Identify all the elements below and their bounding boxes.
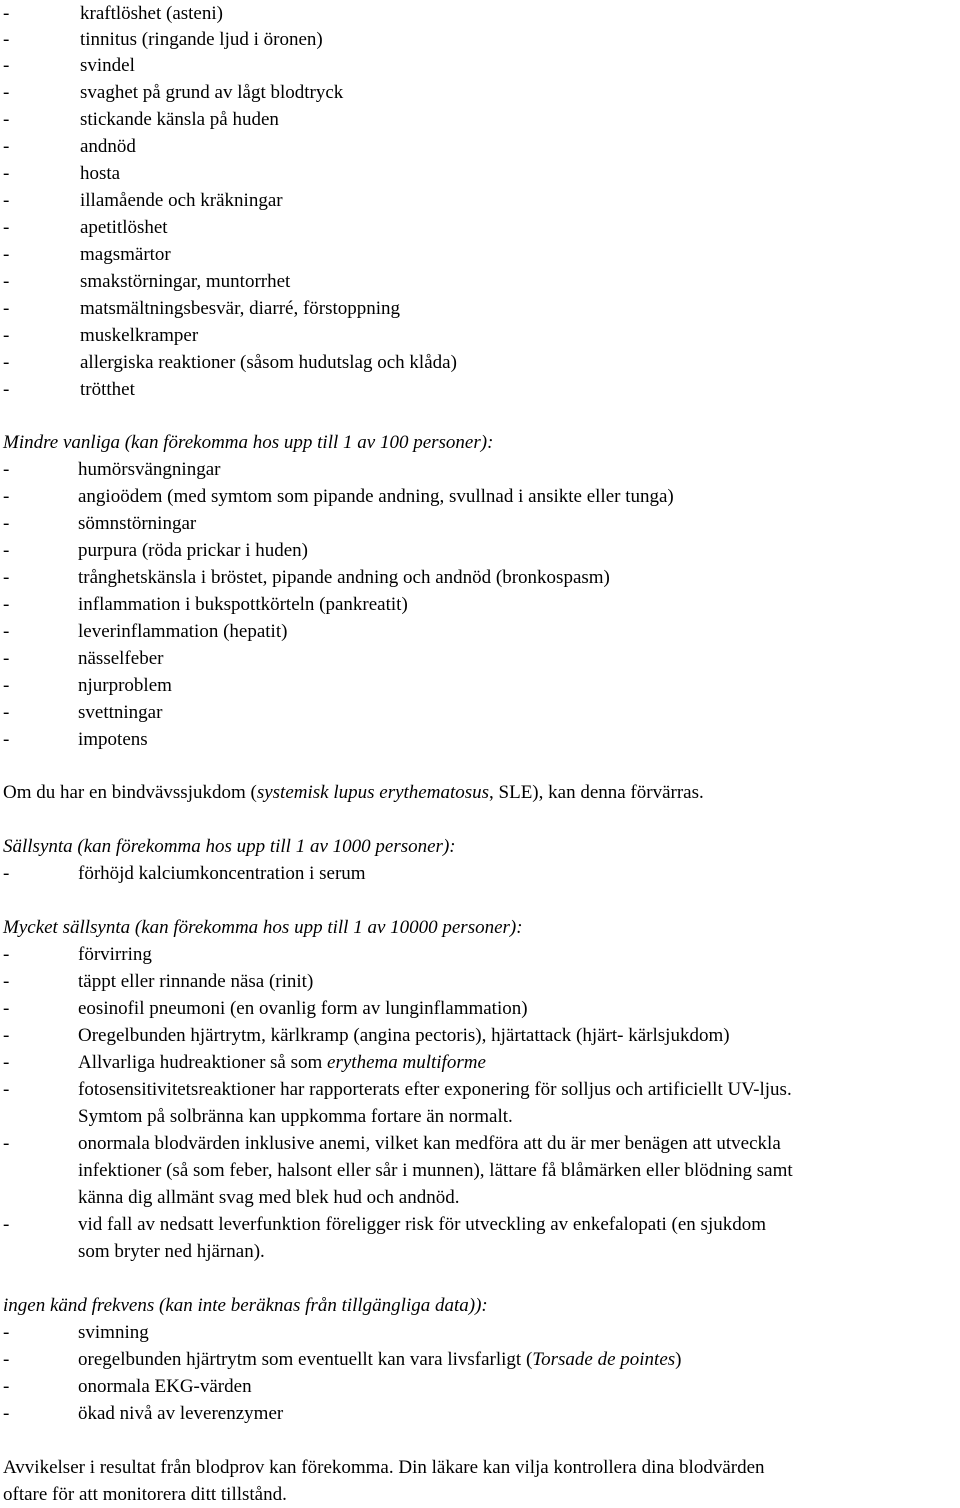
list-item-text: allergiska reaktioner (såsom hudutslag och klåda) xyxy=(80,352,457,373)
sle-note-italic: systemisk lupus erythematosus xyxy=(256,782,490,803)
list-dash: - xyxy=(3,1376,10,1397)
list-dash: - xyxy=(3,513,10,534)
list-item-text: onormala blodvärden inklusive anemi, vilket kan medföra att du är mer benägen att utveckla xyxy=(78,1133,781,1154)
list-dash: - xyxy=(3,325,10,346)
list-dash: - xyxy=(3,1025,10,1046)
list-item-text: svettningar xyxy=(78,702,163,723)
list-item-text: som bryter ned hjärnan). xyxy=(78,1241,265,1262)
list-dash: - xyxy=(3,55,10,76)
list-dash: - xyxy=(3,971,10,992)
final-paragraph-line-2: oftare för att monitorera ditt tillstånd. xyxy=(3,1484,287,1505)
list-dash: - xyxy=(3,459,10,480)
list-dash: - xyxy=(3,298,10,319)
list-item-text: svaghet på grund av lågt blodtryck xyxy=(80,82,344,103)
list-dash: - xyxy=(3,29,10,50)
rare-heading: Sällsynta (kan förekomma hos upp till 1 av 1000 personer): xyxy=(3,836,456,857)
sle-note xyxy=(3,779,704,806)
list-dash: - xyxy=(3,109,10,130)
list-item-text: purpura (röda prickar i huden) xyxy=(78,540,309,561)
list-dash: - xyxy=(3,594,10,615)
list-dash: - xyxy=(3,998,10,1019)
list-item-text: angioödem (med symtom som pipande andning, svullnad i ansikte eller tunga) xyxy=(78,486,674,507)
list-item-text: njurproblem xyxy=(78,675,172,696)
list-dash: - xyxy=(3,352,10,373)
list-item-text: inflammation i bukspottkörteln (pankreatit) xyxy=(78,594,408,615)
sle-note-text-after: , SLE), kan denna förvärras. xyxy=(489,782,704,803)
list-dash: - xyxy=(3,1322,10,1343)
list-dash: - xyxy=(3,136,10,157)
list-dash: - xyxy=(3,702,10,723)
list-item-text: onormala EKG-värden xyxy=(78,1376,252,1397)
list-item-text: leverinflammation (hepatit) xyxy=(78,621,288,642)
list-dash: - xyxy=(3,675,10,696)
list-item-text: förhöjd kalciumkoncentration i serum xyxy=(78,863,366,884)
list-item-text: fotosensitivitetsreaktioner har rapporterats efter exponering för solljus och artificiellt UV-ljus. xyxy=(78,1079,792,1100)
list-item-text-plain: Allvarliga hudreaktioner så som xyxy=(78,1052,328,1073)
list-dash: - xyxy=(3,271,10,292)
list-item-text: Oregelbunden hjärtrytm, kärlkramp (angina pectoris), hjärtattack (hjärt- kärlsjukdom) xyxy=(78,1025,730,1046)
list-item-text-plain: ) xyxy=(675,1349,682,1370)
list-item-text: känna dig allmänt svag med blek hud och andnöd. xyxy=(78,1187,460,1208)
list-item-text: apetitlöshet xyxy=(80,217,168,238)
list-item-text xyxy=(78,1346,681,1373)
very-rare-heading: Mycket sällsynta (kan förekomma hos upp till 1 av 10000 personer): xyxy=(3,917,523,938)
final-paragraph-line-1: Avvikelser i resultat från blodprov kan förekomma. Din läkare kan vilja kontrollera dina blodvärden xyxy=(3,1457,765,1478)
list-dash: - xyxy=(3,1349,10,1370)
list-item-text: infektioner (så som feber, halsont eller sår i munnen), lättare få blåmärken eller blödning samt xyxy=(78,1160,793,1181)
list-item-text: täppt eller rinnande näsa (rinit) xyxy=(78,971,314,992)
list-item-text: Symtom på solbränna kan uppkomma fortare än normalt. xyxy=(78,1106,513,1127)
list-dash: - xyxy=(3,729,10,750)
list-item-text: andnöd xyxy=(80,136,136,157)
list-dash: - xyxy=(3,1133,10,1154)
list-dash: - xyxy=(3,567,10,588)
list-item-text-italic: erythema multiforme xyxy=(327,1052,486,1073)
list-item-text: smakstörningar, muntorrhet xyxy=(80,271,291,292)
unknown-frequency-heading: ingen känd frekvens (kan inte beräknas från tillgängliga data)): xyxy=(3,1295,488,1316)
list-item-text: förvirring xyxy=(78,944,152,965)
list-dash: - xyxy=(3,621,10,642)
list-item-text: ökad nivå av leverenzymer xyxy=(78,1403,284,1424)
list-dash: - xyxy=(3,1079,10,1100)
list-dash: - xyxy=(3,190,10,211)
list-item-text: trötthet xyxy=(80,379,135,400)
list-item-text: impotens xyxy=(78,729,148,750)
list-dash: - xyxy=(3,244,10,265)
list-item-text: muskelkramper xyxy=(80,325,199,346)
list-item-text: tinnitus (ringande ljud i öronen) xyxy=(80,29,323,50)
list-dash: - xyxy=(3,486,10,507)
list-dash: - xyxy=(3,863,10,884)
list-dash: - xyxy=(3,1403,10,1424)
list-item-text: hosta xyxy=(80,163,121,184)
uncommon-heading: Mindre vanliga (kan förekomma hos upp till 1 av 100 personer): xyxy=(3,432,494,453)
list-dash: - xyxy=(3,217,10,238)
list-item-text: sömnstörningar xyxy=(78,513,197,534)
list-item-text: svimning xyxy=(78,1322,149,1343)
list-dash: - xyxy=(3,540,10,561)
list-item-text: magsmärtor xyxy=(80,244,171,265)
list-dash: - xyxy=(3,163,10,184)
list-item-text: matsmältningsbesvär, diarré, förstoppning xyxy=(80,298,401,319)
list-item-text: humörsvängningar xyxy=(78,459,221,480)
list-item-text: illamående och kräkningar xyxy=(80,190,283,211)
list-item-text xyxy=(78,1049,486,1076)
list-dash: - xyxy=(3,648,10,669)
list-item-text: svindel xyxy=(80,55,135,76)
sle-note-text-before: Om du har en bindvävssjukdom ( xyxy=(3,782,257,803)
list-dash: - xyxy=(3,82,10,103)
list-item-text: stickande känsla på huden xyxy=(80,109,279,130)
list-dash: - xyxy=(3,379,10,400)
list-item-text: kraftlöshet (asteni) xyxy=(80,3,223,24)
list-dash: - xyxy=(3,1214,10,1235)
list-item-text-plain: oregelbunden hjärtrytm som eventuellt kan vara livsfarligt ( xyxy=(78,1349,533,1370)
list-item-text: eosinofil pneumoni (en ovanlig form av lunginflammation) xyxy=(78,998,528,1019)
list-item-text: trånghetskänsla i bröstet, pipande andning och andnöd (bronkospasm) xyxy=(78,567,610,588)
list-dash: - xyxy=(3,944,10,965)
list-item-text-italic: Torsade de pointes xyxy=(532,1349,676,1370)
list-item-text: vid fall av nedsatt leverfunktion föreligger risk för utveckling av enkefalopati (en sjukdom xyxy=(78,1214,767,1235)
list-dash: - xyxy=(3,1052,10,1073)
list-item-text: nässelfeber xyxy=(78,648,164,669)
list-dash: - xyxy=(3,3,10,24)
